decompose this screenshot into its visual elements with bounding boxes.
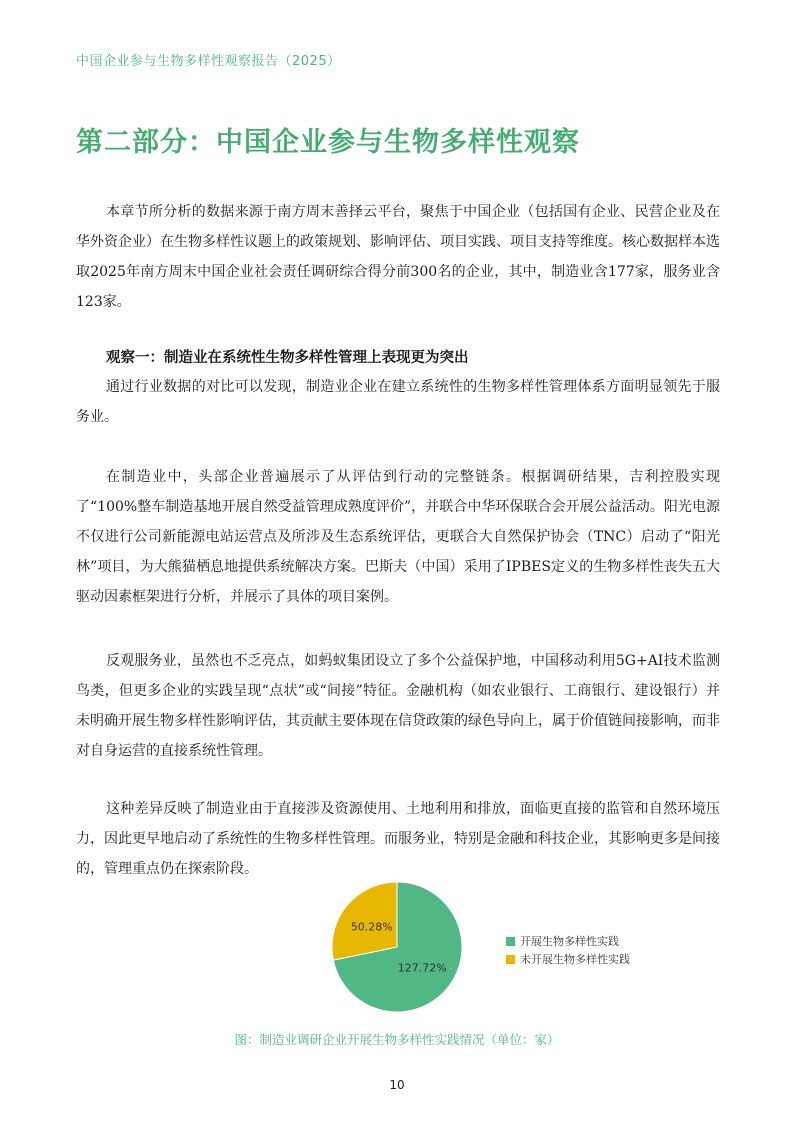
pie-data-label-1: 50.28% xyxy=(350,920,393,934)
pie-chart xyxy=(330,880,464,1014)
page-number: 10 xyxy=(389,1078,405,1092)
observation-paragraph-1: 通过行业数据的对比可以发现，制造业企业在建立系统性的生物多样性管理体系方面明显领先于服务业。 xyxy=(76,379,720,425)
legend-label-practice: 开展生物多样性实践 xyxy=(520,935,619,948)
intro-paragraph: 本章节所分析的数据来源于南方周末善择云平台，聚焦于中国企业（包括国有企业、民营企业及在华外资企业）在生物多样性议题上的政策规划、影响评估、项目实践、项目支持等维度。核心数据样本选取2025年南方周末中国企业社会责任调研综合得分前300名的企业，其中，制造业含177家，服务业含123家。 xyxy=(76,204,720,310)
running-header: 中国企业参与生物多样性观察报告（2025） xyxy=(76,54,341,69)
observation-paragraph-3: 反观服务业，虽然也不乏亮点，如蚂蚁集团设立了多个公益保护地，中国移动利用5G+AI技术监测鸟类，但更多企业的实践呈现“点状”或“间接”特征。金融机构（如农业银行、工商银行、建设银行）并未明确开展生物多样性影响评估，其贡献主要体现在信贷政策的绿色导向上，属于价值链间接影响，而非对自身运营的直接系统性管理。 xyxy=(76,653,720,759)
section-title: 第二部分：中国企业参与生物多样性观察 xyxy=(76,127,580,158)
chart-caption: 图：制造业调研企业开展生物多样性实践情况（单位：家） xyxy=(234,1032,560,1047)
pie-data-label-0: 127.72% xyxy=(397,961,447,975)
legend-swatch-no-practice xyxy=(506,955,515,964)
chart-legend xyxy=(506,932,630,968)
observation-heading: 观察一：制造业在系统性生物多样性管理上表现更为突出 xyxy=(106,349,469,366)
legend-item xyxy=(506,950,630,968)
observation-paragraph-4: 这种差异反映了制造业由于直接涉及资源使用、土地利用和排放，面临更直接的监管和自然环境压力，因此更早地启动了系统性的生物多样性管理。而服务业，特别是金融和科技企业，其影响更多是间接的，管理重点仍在探索阶段。 xyxy=(76,801,720,877)
legend-item xyxy=(506,932,630,950)
legend-swatch-practice xyxy=(506,937,515,946)
legend-label-no-practice: 未开展生物多样性实践 xyxy=(520,953,630,966)
observation-paragraph-2: 在制造业中，头部企业普遍展示了从评估到行动的完整链条。根据调研结果，吉利控股实现了“100%整车制造基地开展自然受益管理成熟度评价”，并联合中华环保联合会开展公益活动。阳光电源不仅进行公司新能源电站运营点及所涉及生态系统评估，更联合大自然保护协会（TNC）启动了“阳光林”项目，为大熊猫栖息地提供系统解决方案。巴斯夫（中国）采用了IPBES定义的生物多样性丧失五大驱动因素框架进行分析，并展示了具体的项目案例。 xyxy=(76,469,720,605)
